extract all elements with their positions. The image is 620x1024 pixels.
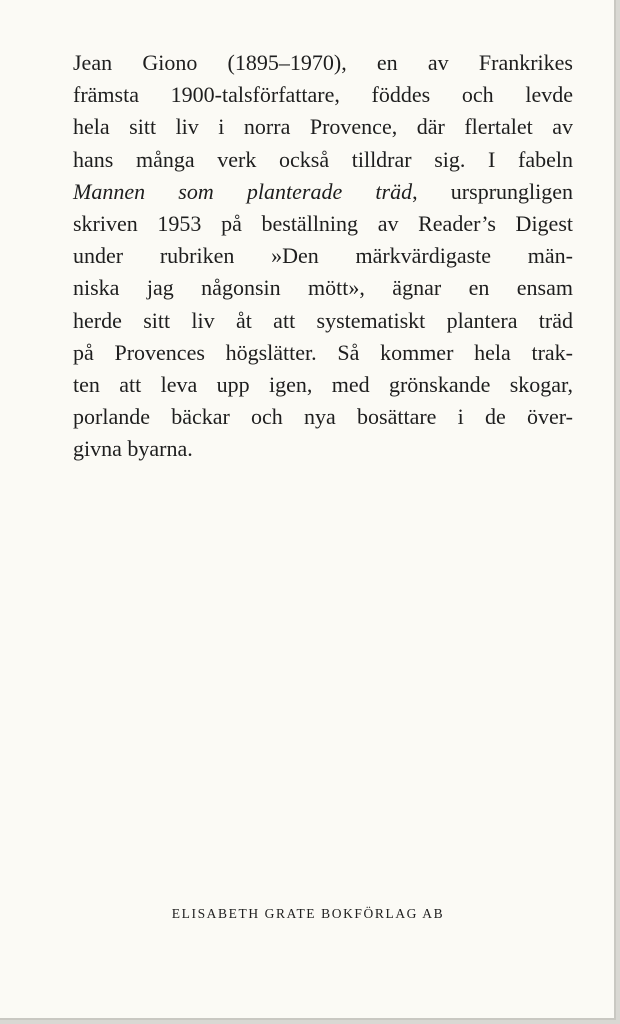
blurb-line: herde sitt liv åt att systematiskt plantera träd	[73, 307, 573, 333]
blurb-line: under rubriken »Den märkvärdigaste män-	[73, 243, 573, 269]
blurb-line: niska jag någonsin mött», ägnar en ensam	[73, 275, 573, 301]
blurb-line: främsta 1900-talsförfattare, föddes och levde	[73, 82, 573, 108]
publisher-name: ELISABETH GRATE BOKFÖRLAG AB	[171, 906, 445, 921]
blurb-line: Jean Giono (1895–1970), en av Frankrikes	[73, 50, 573, 75]
blurb-line: på Provences högslätter. Så kommer hela trak-	[73, 339, 573, 365]
blurb-line: ten att leva upp igen, med grönskande skogar,	[73, 372, 573, 398]
blurb-text	[73, 47, 573, 466]
blurb-line: hans många verk också tilldrar sig. I fabeln	[73, 146, 573, 172]
blurb-line	[73, 176, 573, 208]
blurb-line-rest: , ursprungligen	[412, 178, 574, 204]
blurb-line: porlande bäckar och nya bosättare i de över-	[73, 404, 573, 430]
blurb-line: givna byarna.	[73, 436, 193, 462]
blurb-line: skriven 1953 på beställning av Reader’s Digest	[73, 211, 573, 237]
blurb-line: hela sitt liv i norra Provence, där flertalet av	[73, 114, 573, 140]
book-title-italic: Mannen som planterade träd	[73, 178, 413, 204]
